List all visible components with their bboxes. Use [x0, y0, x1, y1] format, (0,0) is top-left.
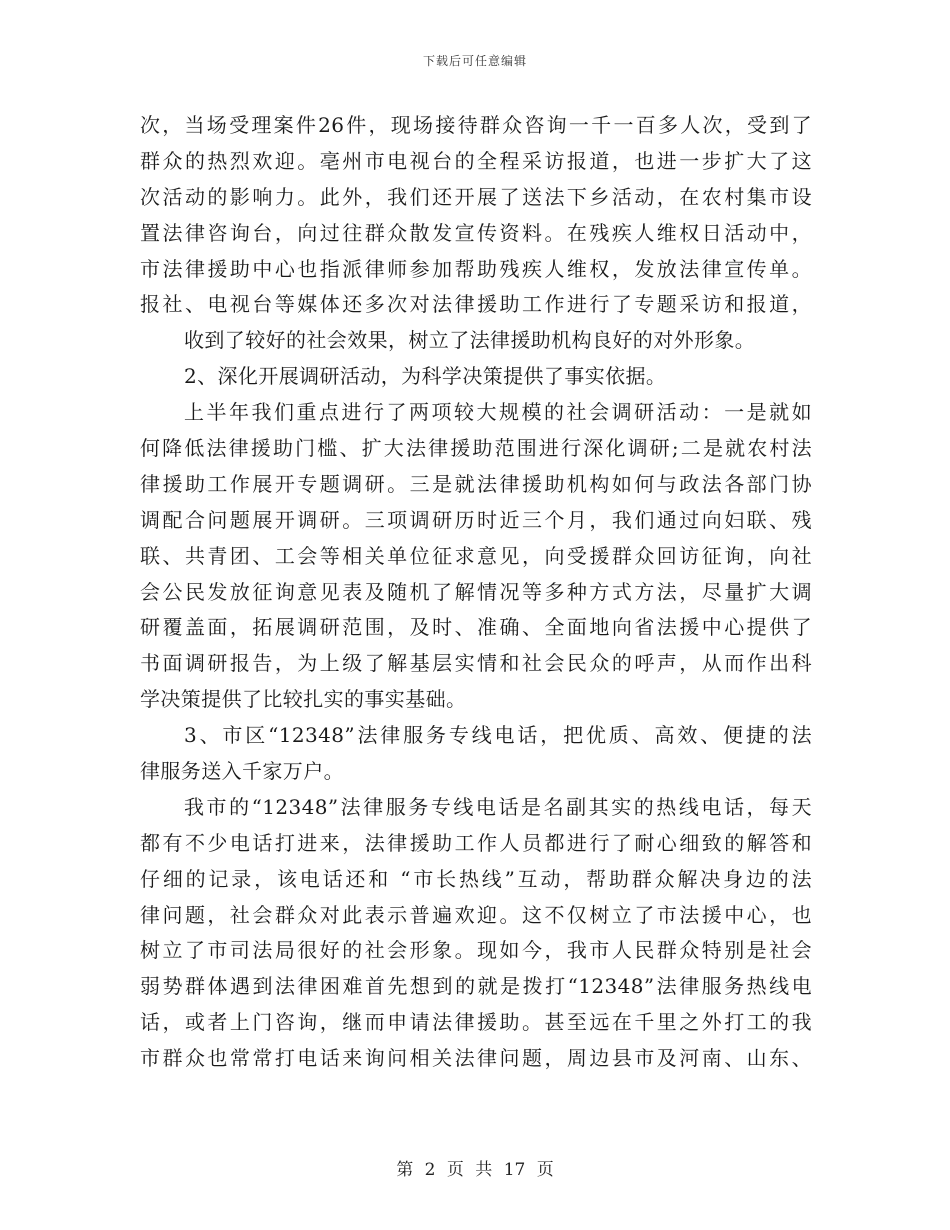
text-line: 仔细的记录，该电话还和 “市长热线”互动，帮助群众解决身边的法 [140, 866, 812, 891]
text-line: 学决策提供了比较扎实的事实基础。 [140, 687, 467, 712]
text-line: 何降低法律援助门槛、扩大法律援助范围进行深化调研;二是就农村法 [140, 436, 812, 461]
page-number: 第 2 页 共 17 页 [396, 1160, 554, 1180]
text-line: 置法律咨询台，向过往群众散发宣传资料。在残疾人维权日活动中， [140, 220, 812, 245]
text-line: 上半年我们重点进行了两项较大规模的社会调研活动：一是就如 [184, 400, 812, 425]
text-line: 律问题，社会群众对此表示普遍欢迎。这不仅树立了市法援中心，也 [140, 902, 812, 927]
text-line: 次，当场受理案件26件，现场接待群众咨询一千一百多人次，受到了 [140, 113, 812, 137]
text-line: 话，或者上门咨询，继而申请法律援助。甚至远在千里之外打工的我 [140, 1010, 812, 1035]
text-line: 书面调研报告，为上级了解基层实情和社会民众的呼声，从而作出科 [140, 651, 812, 676]
text-line: 弱势群体遇到法律困难首先想到的就是拨打“12348”法律服务热线电 [140, 974, 812, 999]
text-line: 群众的热烈欢迎。亳州市电视台的全程采访报道，也进一步扩大了这 [140, 148, 812, 173]
text-line: 联、共青团、工会等相关单位征求意见，向受援群众回访征询，向社 [140, 543, 812, 568]
document-body [140, 108, 812, 1077]
text-line: 我市的“12348”法律服务专线电话是名副其实的热线电话，每天 [184, 794, 812, 819]
text-line: 市群众也常常打电话来询问相关法律问题，周边县市及河南、山东、 [140, 1046, 812, 1071]
text-line: 研覆盖面，拓展调研范围，及时、准确、全面地向省法援中心提供了 [140, 615, 812, 640]
text-line: 市法律援助中心也指派律师参加帮助残疾人维权，发放法律宣传单。 [140, 256, 812, 281]
text-line: 次活动的影响力。此外，我们还开展了送法下乡活动，在农村集市设 [140, 184, 812, 209]
text-line: 2、深化开展调研活动，为科学决策提供了事实依据。 [184, 364, 667, 389]
text-line: 树立了市司法局很好的社会形象。现如今，我市人民群众特别是社会 [140, 938, 812, 963]
text-line: 都有不少电话打进来，法律援助工作人员都进行了耐心细致的解答和 [140, 830, 812, 855]
page-header: 下载后可任意编辑 [422, 54, 527, 68]
text-line: 3、市区“12348”法律服务专线电话，把优质、高效、便捷的法 [184, 723, 812, 748]
text-line: 收到了较好的社会效果，树立了法律援助机构良好的对外形象。 [184, 328, 756, 353]
text-line: 报社、电视台等媒体还多次对法律援助工作进行了专题采访和报道， [140, 292, 812, 317]
text-line: 调配合问题展开调研。三项调研历时近三个月，我们通过向妇联、残 [140, 507, 812, 532]
text-line: 律援助工作展开专题调研。三是就法律援助机构如何与政法各部门协 [140, 471, 812, 496]
text-line: 律服务送入千家万户。 [140, 759, 344, 784]
text-line: 会公民发放征询意见表及随机了解情况等多种方式方法，尽量扩大调 [140, 579, 812, 604]
